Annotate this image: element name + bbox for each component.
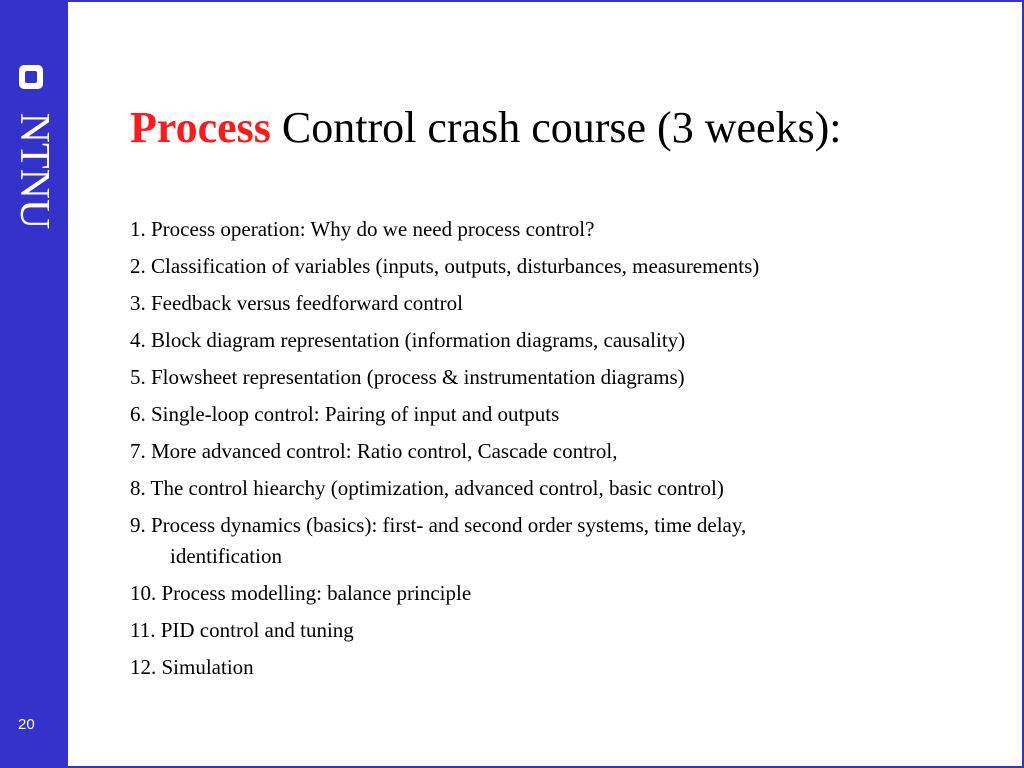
list-item: [130, 288, 990, 319]
ntnu-logo-icon: [18, 64, 44, 90]
list-item-text: 2. Classification of variables (inputs, outputs, disturbances, measurements): [130, 254, 760, 278]
slide-title: [130, 104, 842, 152]
list-item: [130, 325, 990, 356]
sidebar: [0, 0, 68, 768]
list-item: [130, 578, 990, 609]
title-accent: Process: [130, 103, 271, 152]
list-item-text: 6. Single-loop control: Pairing of input and outputs: [130, 402, 560, 426]
brand-logo: [11, 96, 57, 246]
list-item-continuation: identification: [170, 544, 282, 568]
list-item: [130, 510, 990, 572]
list-item-text: 7. More advanced control: Ratio control, Cascade control,: [130, 439, 618, 463]
list-item: [130, 615, 990, 646]
list-item-text: 3. Feedback versus feedforward control: [130, 291, 463, 315]
list-item-text: 4. Block diagram representation (information diagrams, causality): [130, 328, 686, 352]
brand-wordmark: NTNU: [11, 112, 57, 230]
list-item: [130, 652, 990, 683]
list-item: [130, 473, 990, 504]
list-item-text: 12. Simulation: [130, 655, 254, 679]
course-topics-list: [130, 214, 990, 689]
list-item-text: 1. Process operation: Why do we need process control?: [130, 217, 595, 241]
list-item: [130, 436, 990, 467]
list-item-text: 8. The control hiearchy (optimization, advanced control, basic control): [130, 476, 724, 500]
list-item: [130, 362, 990, 393]
title-rest: Control crash course (3 weeks):: [270, 103, 842, 152]
list-item-text: 5. Flowsheet representation (process & instrumentation diagrams): [130, 365, 685, 389]
list-item: [130, 251, 990, 282]
page-number: 20: [18, 716, 35, 733]
list-item-text: 10. Process modelling: balance principle: [130, 581, 472, 605]
list-item-text: 11. PID control and tuning: [130, 618, 354, 642]
list-item-text: 9. Process dynamics (basics): first- and second order systems, time delay,: [130, 513, 747, 537]
list-item: [130, 214, 990, 245]
list-item: [130, 399, 990, 430]
